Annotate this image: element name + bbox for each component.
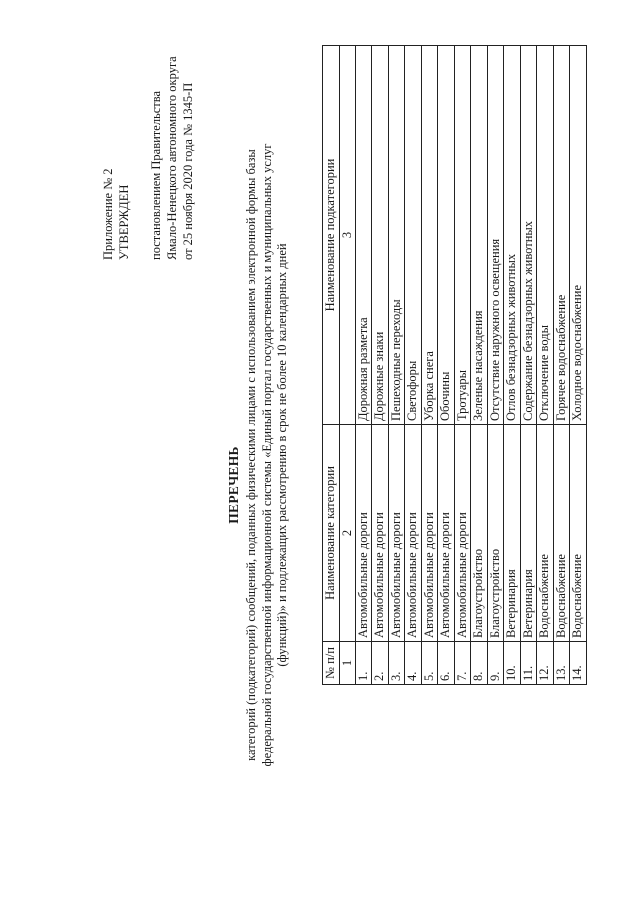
category-cell: Автомобильные дороги — [438, 425, 455, 642]
category-cell: Водоснабжение — [570, 425, 587, 642]
subcategory-cell: Зеленые насаждения — [471, 46, 488, 425]
category-cell: Автомобильные дороги — [421, 425, 438, 642]
row-number-cell: 6. — [438, 642, 455, 685]
row-number-cell: 12. — [537, 642, 554, 685]
table-row — [537, 46, 554, 685]
category-cell: Автомобильные дороги — [405, 425, 422, 642]
table-row — [504, 46, 521, 685]
category-cell: Водоснабжение — [553, 425, 570, 642]
table-row — [454, 46, 471, 685]
table-row — [372, 46, 389, 685]
category-cell: Ветеринария — [504, 425, 521, 642]
table-row — [553, 46, 570, 685]
table-header-row — [323, 46, 340, 685]
row-number-cell: 14. — [570, 642, 587, 685]
subcategory-cell: Отлов безнадзорных животных — [504, 46, 521, 425]
categories-table — [322, 45, 587, 685]
subcategory-cell: Дорожная разметка — [355, 46, 372, 425]
category-cell: Благоустройство — [487, 425, 504, 642]
subcategory-cell: Обочины — [438, 46, 455, 425]
index-cell: 2 — [339, 425, 355, 642]
subcategory-cell: Отключение воды — [537, 46, 554, 425]
category-cell: Автомобильные дороги — [355, 425, 372, 642]
row-number-cell: 4. — [405, 642, 422, 685]
header-number: № п/п — [323, 642, 340, 685]
subcategory-cell: Холодное водоснабжение — [570, 46, 587, 425]
row-number-cell: 2. — [372, 642, 389, 685]
row-number-cell: 8. — [471, 642, 488, 685]
table-row — [355, 46, 372, 685]
document-title: ПЕРЕЧЕНЬ — [226, 446, 241, 524]
row-number-cell: 5. — [421, 642, 438, 685]
resolution-date-line: от 25 ноября 2020 года № 1345-П — [181, 82, 195, 260]
index-cell: 1 — [339, 642, 355, 685]
table-row — [471, 46, 488, 685]
subtitle-line-3: (функций)» и подлежащих рассмотрению в срок не более 10 календарных дней — [275, 243, 289, 667]
table-row — [388, 46, 405, 685]
category-cell: Благоустройство — [471, 425, 488, 642]
subcategory-cell: Тротуары — [454, 46, 471, 425]
row-number-cell: 1. — [355, 642, 372, 685]
category-cell: Автомобильные дороги — [388, 425, 405, 642]
subtitle-line-2: федеральной государственной информационной системы «Единый портал государственных и муниципальных услуг — [259, 143, 274, 767]
table-row — [520, 46, 537, 685]
subcategory-cell: Отсутствие наружного освещения — [487, 46, 504, 425]
region-line: Ямало-Ненецкого автономного округа — [165, 56, 179, 260]
table-row — [405, 46, 422, 685]
row-number-cell: 3. — [388, 642, 405, 685]
table-row — [570, 46, 587, 685]
category-cell: Ветеринария — [520, 425, 537, 642]
approved-label: УТВЕРЖДЕН — [117, 184, 131, 260]
row-number-cell: 13. — [553, 642, 570, 685]
table-row — [421, 46, 438, 685]
table-row — [487, 46, 504, 685]
resolution-line: постановлением Правительства — [149, 90, 163, 260]
header-category: Наименование категории — [323, 425, 340, 642]
subtitle-line-1: категорий (подкатегорий) сообщений, поданных физическими лицами с использованием электронной формы базы — [244, 149, 258, 761]
spacer — [132, 0, 148, 260]
category-cell: Автомобильные дороги — [454, 425, 471, 642]
category-cell: Автомобильные дороги — [372, 425, 389, 642]
index-cell: 3 — [339, 46, 355, 425]
table-row — [438, 46, 455, 685]
subcategory-cell: Горячее водоснабжение — [553, 46, 570, 425]
subcategory-cell: Светофоры — [405, 46, 422, 425]
subcategory-cell: Содержание безнадзорных животных — [520, 46, 537, 425]
appendix-label: Приложение № 2 — [101, 168, 115, 260]
header-subcategory: Наименование подкатегории — [323, 46, 340, 425]
column-index-row — [339, 46, 355, 685]
document-subtitle — [244, 110, 291, 800]
subcategory-cell: Дорожные знаки — [372, 46, 389, 425]
subcategory-cell: Пешеходные переходы — [388, 46, 405, 425]
subcategory-cell: Уборка снега — [421, 46, 438, 425]
row-number-cell: 9. — [487, 642, 504, 685]
approval-block — [100, 0, 196, 260]
category-cell: Водоснабжение — [537, 425, 554, 642]
row-number-cell: 11. — [520, 642, 537, 685]
row-number-cell: 10. — [504, 642, 521, 685]
row-number-cell: 7. — [454, 642, 471, 685]
